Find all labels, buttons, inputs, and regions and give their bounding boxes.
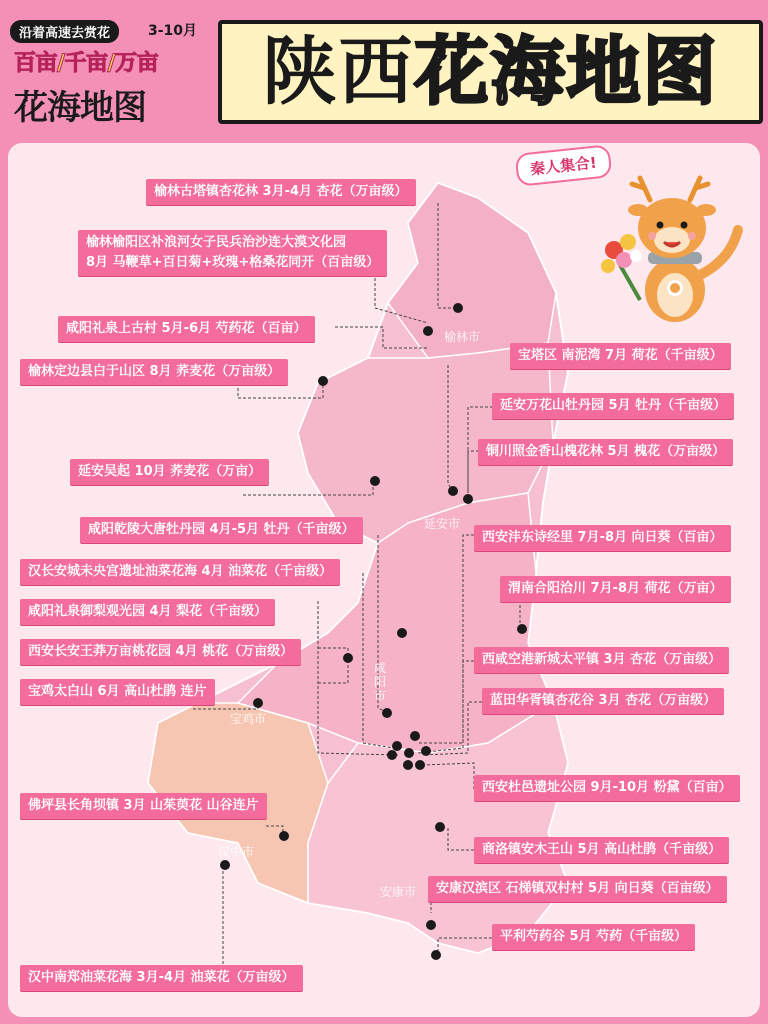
pin-taipingzhen [382,708,392,718]
city-yanan: 延安市 [424,517,461,531]
label-shanggucun: 咸阳礼泉上古村 5月-6月 芍药花（百亩） [58,316,315,342]
label-hanzhong-nanzheng: 汉中南郑油菜花海 3月-4月 油菜花（万亩级） [20,965,303,991]
pin-xian-6 [403,760,413,770]
city-ankang: 安康市 [380,885,417,899]
pin-heyang [517,624,527,634]
label-yulin-bulanghe [78,230,387,276]
pin-xian-3 [404,748,414,758]
pin-zhenan [435,822,445,832]
sub-title: 花海地图 [14,88,146,128]
label-duyi: 西安杜邑遗址公园 9月-10月 粉黛（百亩） [474,775,740,801]
title-part-b: 花海地图 [414,29,719,115]
label-dingbian: 榆林定边县白于山区 8月 荞麦花（万亩级） [20,359,288,385]
season-range: 3-10月 [148,23,198,39]
pin-nanniwan [448,486,458,496]
tagline-pill: 沿着高速去赏花 [10,20,119,43]
pin-qianling [343,653,353,663]
pin-dingbian [318,376,328,386]
pin-zhaojin [397,628,407,638]
pin-pingli [431,950,441,960]
label-fengdong: 西安沣东诗经里 7月-8月 向日葵（百亩） [474,525,731,551]
label-ankang-shiti: 安康汉滨区 石梯镇双村村 5月 向日葵（百亩级） [428,876,727,902]
label-pingli: 平利芍药谷 5月 芍药（千亩级） [492,924,695,950]
pin-xian-7 [415,760,425,770]
label-yulin-gutazhen: 榆林古塔镇杏花林 3月-4月 杏花（万亩级） [146,179,416,205]
label-foping: 佛坪县长角坝镇 3月 山茱萸花 山谷连片 [20,793,267,819]
pin-wanhuashan [463,494,473,504]
pin-ankang [426,920,436,930]
pin-taibaishan [253,698,263,708]
pin-xian-4 [421,746,431,756]
label-heyang: 渭南合阳洽川 7月-8月 荷花（万亩） [500,576,731,602]
label-wanhuashan: 延安万花山牡丹园 5月 牡丹（千亩级） [492,393,734,419]
label-zhaojin: 铜川照金香山槐花林 5月 槐花（万亩级） [478,439,733,465]
pin-foping [279,831,289,841]
label-taibaishan: 宝鸡太白山 6月 高山杜鹃 连片 [20,679,215,705]
pin-xian-1 [410,731,420,741]
deer-mascot-icon [600,170,750,330]
label-liquan-pear: 咸阳礼泉御梨观光园 4月 梨花（千亩级） [20,599,275,625]
label-wangmang-peach: 西安长安王莽万亩桃花园 4月 桃花（万亩级） [20,639,301,665]
city-xianyang: 咸阳市 [374,661,387,703]
page-title [218,20,763,124]
label-wuqi: 延安吴起 10月 荞麦花（万亩） [70,459,269,485]
title-part-a: 陕西 [262,29,415,115]
city-baoji: 宝鸡市 [230,712,267,726]
scale-text: 百亩/千亩/万亩 [14,51,159,76]
label-muwangshan: 商洛镇安木王山 5月 高山杜鹃（千亩级） [474,837,729,863]
label-qianling: 咸阳乾陵大唐牡丹园 4月-5月 牡丹（千亩级） [80,517,363,543]
pin-yulin-bulanghe [423,326,433,336]
pin-yulin-gutazhen [453,303,463,313]
label-nanniwan: 宝塔区 南泥湾 7月 荷花（千亩级） [510,343,731,369]
pin-wuqi [370,476,380,486]
label-yulin-bulanghe-line1: 榆林榆阳区补浪河女子民兵治沙连大漠文化园 [86,235,347,250]
label-yulin-bulanghe-line2: 8月 马鞭草+百日菊+玫瑰+格桑花同开（百亩级） [86,255,380,270]
city-yulin: 榆林市 [444,330,481,344]
pin-hanzhong [220,860,230,870]
header [0,0,768,140]
label-taipingzhen: 西咸空港新城太平镇 3月 杏花（万亩级） [474,647,729,673]
label-huaxu: 蓝田华胥镇杏花谷 3月 杏花（万亩级） [482,688,724,714]
pin-xian-2 [392,741,402,751]
label-weiyanggong: 汉长安城未央宫遗址油菜花海 4月 油菜花（千亩级） [20,559,340,585]
city-hanzhong: 汉中市 [218,845,255,859]
slogan-badge: 秦人集合! [515,144,613,187]
pin-xian-5 [387,750,397,760]
